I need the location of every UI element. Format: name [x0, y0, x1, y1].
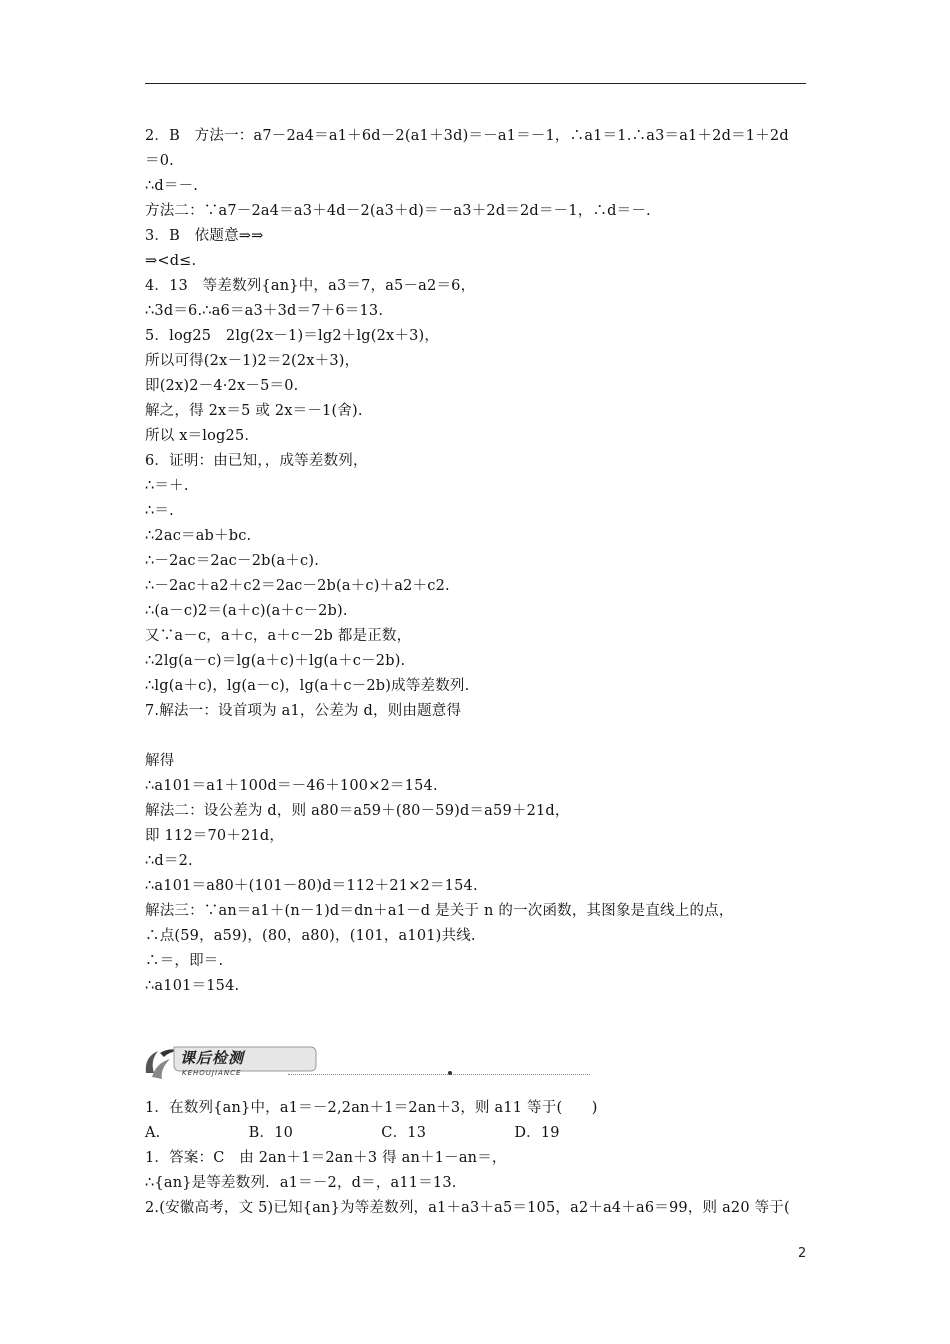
text-line: ∴d＝－. — [145, 178, 199, 194]
banner-subtitle: KEHOUJIANCE — [182, 1069, 242, 1077]
text-line: 所以可得(2x－1)2＝2(2x＋3)， — [145, 353, 360, 369]
text-line: ∴a101＝154. — [145, 978, 240, 994]
text-line: 方法二：∵a7－2a4＝a3＋4d－2(a3＋d)＝－a3＋2d＝2d＝－1，∴d＝－. — [145, 203, 651, 219]
text-line: ∴＝＋. — [145, 478, 189, 494]
text-line: ∴a101＝a80＋(101－80)d＝112＋21×2＝154. — [145, 878, 478, 894]
text-line: 解法二：设公差为 d，则 a80＝a59＋(80－59)d＝a59＋21d， — [145, 803, 570, 819]
text-line: ∴－2ac＝2ac－2b(a＋c). — [145, 553, 320, 569]
text-line: ∴2lg(a－c)＝lg(a＋c)＋lg(a＋c－2b). — [145, 653, 406, 669]
text-line: 5．log25 2lg(2x－1)＝lg2＋lg(2x＋3)， — [145, 328, 440, 344]
text-line: 3．B 依题意⇒⇒ — [145, 228, 264, 244]
text-line: 即(2x)2－4·2x－5＝0. — [145, 378, 299, 394]
text-line: A. B．10 C．13 D．19 — [145, 1125, 560, 1141]
header-rule — [145, 83, 806, 84]
text-line: ∴lg(a＋c)，lg(a－c)，lg(a＋c－2b)成等差数列. — [145, 678, 470, 694]
section-banner — [140, 1043, 460, 1083]
text-line: 1．答案：C 由 2an＋1＝2an＋3 得 an＋1－an＝， — [145, 1150, 507, 1166]
text-line: ∴2ac＝ab＋bc. — [145, 528, 252, 544]
text-line: ∴a101＝a1＋100d＝－46＋100×2＝154. — [145, 778, 438, 794]
text-line: 2．B 方法一：a7－2a4＝a1＋6d－2(a1＋3d)＝－a1＝－1，∴a1＝1.∴a3＝a1＋2d＝1＋2d — [145, 128, 789, 144]
text-line: 解之，得 2x＝5 或 2x＝－1(舍). — [145, 403, 363, 419]
dotted-leader — [288, 1074, 590, 1075]
text-line: 解得 — [145, 753, 175, 769]
page-number: 2 — [798, 1246, 807, 1261]
text-line: 解法三：∵an＝a1＋(n－1)d＝dn＋a1－d 是关于 n 的一次函数，其图象是直线上的点， — [145, 903, 734, 919]
text-line: ∴{an}是等差数列．a1＝－2，d＝，a11＝13. — [145, 1175, 457, 1191]
text-line: ∴3d＝6.∴a6＝a3＋3d＝7＋6＝13. — [145, 303, 384, 319]
text-line: 1．在数列{an}中，a1＝－2,2an＋1＝2an＋3，则 a11 等于( ) — [145, 1100, 598, 1116]
text-line: 2.(安徽高考，文 5)已知{an}为等差数列，a1＋a3＋a5＝105，a2＋a4＋a6＝99，则 a20 等于( — [145, 1200, 790, 1216]
text-line: ⇒<d≤. — [145, 253, 197, 269]
banner-title: 课后检测 — [180, 1049, 245, 1067]
text-line: 7.解法一：设首项为 a1，公差为 d，则由题意得 — [145, 703, 462, 719]
text-line: 又∵a－c，a＋c，a＋c－2b 都是正数， — [145, 628, 412, 644]
text-line: 即 112＝70＋21d， — [145, 828, 285, 844]
text-line: ∴＝，即＝. — [145, 953, 224, 969]
text-line: ∴－2ac＋a2＋c2＝2ac－2b(a＋c)＋a2＋c2. — [145, 578, 450, 594]
leader-end-dot — [448, 1071, 452, 1075]
text-line: ∴＝. — [145, 503, 174, 519]
text-line: 6．证明：由已知，，成等差数列， — [145, 453, 368, 469]
text-line: ∴点(59，a59)，(80，a80)，(101，a101)共线. — [145, 928, 476, 944]
text-line: 所以 x＝log25. — [145, 428, 250, 444]
text-line: ∴d＝2. — [145, 853, 193, 869]
text-line: ＝0. — [145, 153, 174, 169]
text-line: ∴(a－c)2＝(a＋c)(a＋c－2b). — [145, 603, 348, 619]
text-line: 4．13 等差数列{an}中，a3＝7，a5－a2＝6， — [145, 278, 476, 294]
